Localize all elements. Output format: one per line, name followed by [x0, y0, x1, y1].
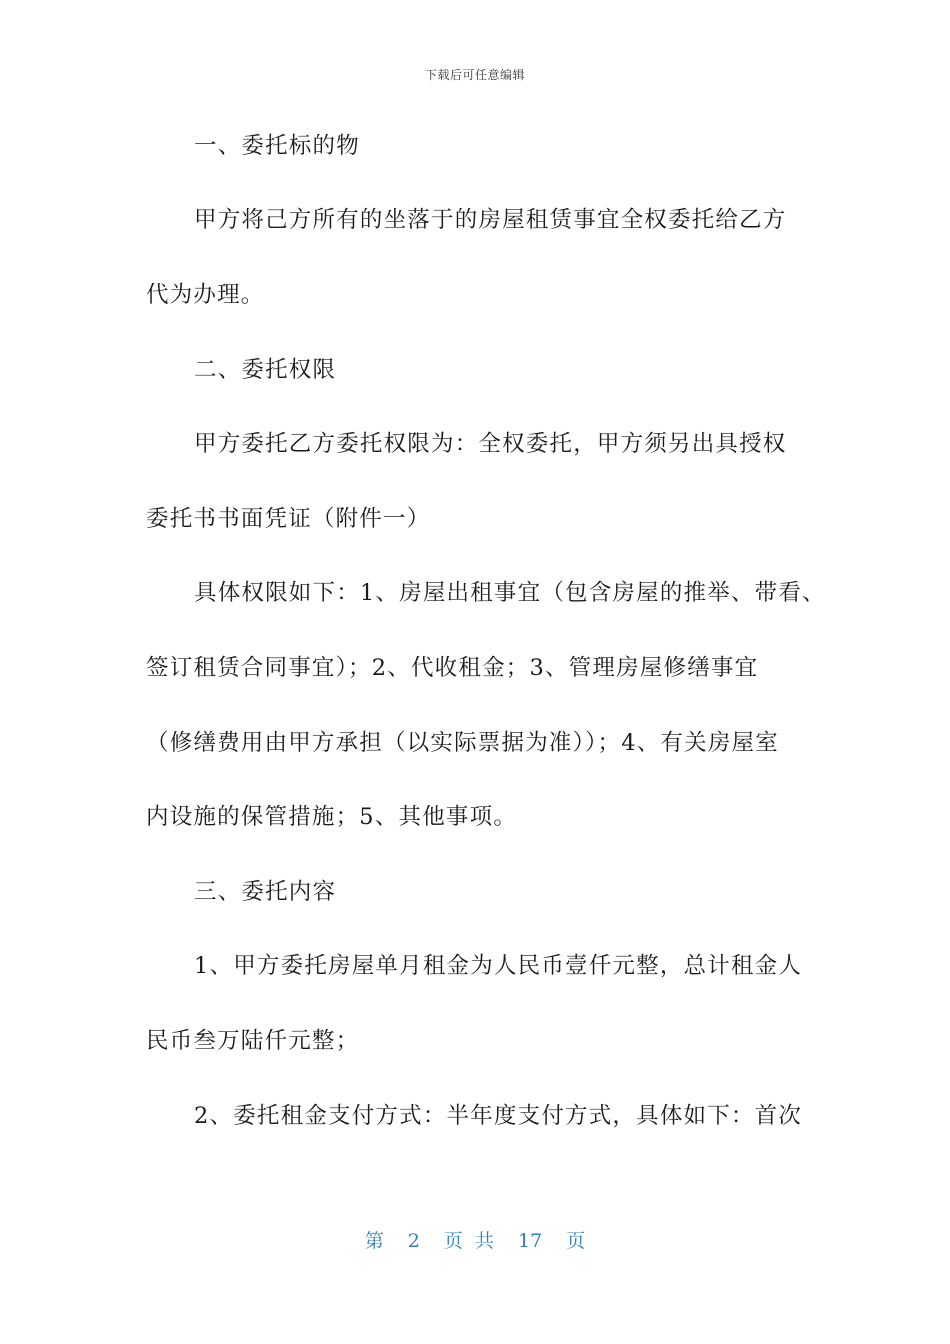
paragraph-line: 1、甲方委托房屋单月租金为人民币壹仟元整，总计租金人	[194, 953, 803, 979]
section-heading-3: 三、委托内容	[194, 879, 337, 905]
total-pages-number: 17	[518, 1230, 543, 1252]
section-heading-2: 二、委托权限	[194, 357, 337, 383]
paragraph-line: 委托书书面凭证（附件一）	[146, 506, 431, 532]
header-note: 下载后可任意编辑	[424, 68, 525, 82]
paragraph-line: 具体权限如下：1、房屋出租事宜（包含房屋的推举、带看、	[194, 580, 826, 606]
page-number-footer	[0, 1226, 950, 1253]
section-heading-1: 一、委托标的物	[194, 133, 360, 159]
paragraph-line: 签订租赁合同事宜）；2、代收租金；3、管理房屋修缮事宜	[146, 655, 759, 681]
paragraph-line: 内设施的保管措施；5、其他事项。	[146, 804, 518, 830]
footer-middle: 页 共	[443, 1230, 494, 1252]
paragraph-line: 民币叁万陆仟元整；	[146, 1028, 360, 1054]
footer-suffix: 页	[566, 1230, 586, 1252]
footer-prefix: 第	[364, 1230, 384, 1252]
paragraph-line: 代为办理。	[146, 282, 265, 308]
paragraph-line: （修缮费用由甲方承担（以实际票据为准））；4、有关房屋室	[146, 730, 779, 756]
paragraph-line: 甲方将己方所有的坐落于的房屋租赁事宜全权委托给乙方	[194, 207, 787, 233]
paragraph-line: 甲方委托乙方委托权限为：全权委托，甲方须另出具授权	[194, 431, 787, 457]
current-page-number: 2	[407, 1230, 420, 1252]
paragraph-line: 2、委托租金支付方式：半年度支付方式，具体如下：首次	[194, 1103, 803, 1129]
